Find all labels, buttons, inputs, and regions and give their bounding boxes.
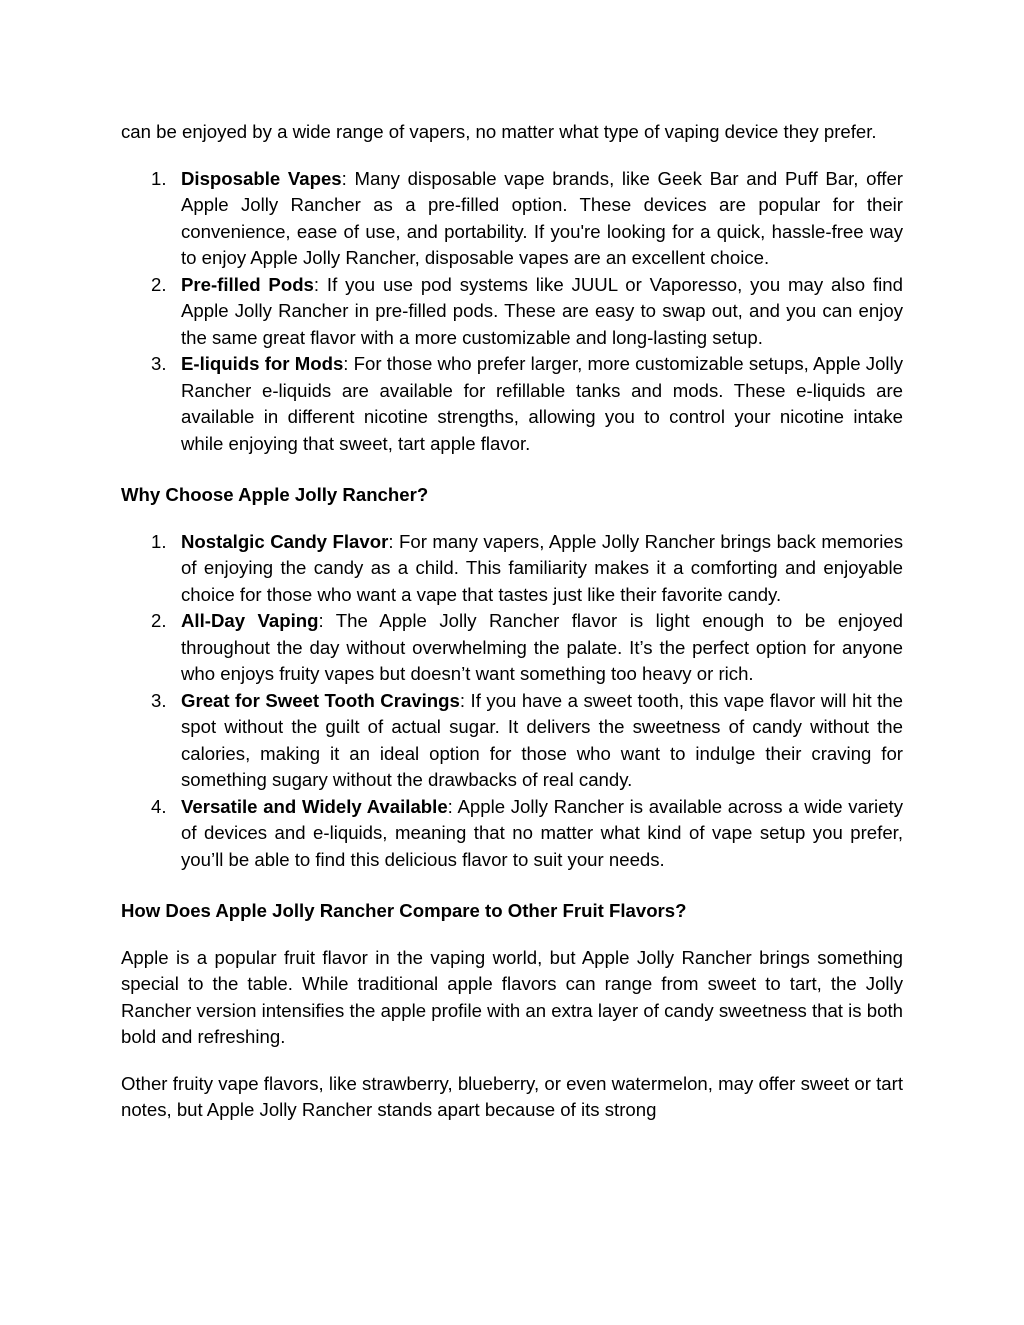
list-item-text: : For those who prefer larger, more customizable setups, Apple Jolly Rancher e-liquids are available for refillable tanks and mods. These e-liquids are available in different nicotine strengths, allowing you to control your nicotine intake while enjoying that sweet, tart apple flavor.	[181, 353, 903, 454]
list-item	[121, 688, 903, 794]
list-item-title: E-liquids for Mods	[181, 353, 344, 374]
list-item-title: Versatile and Widely Available	[181, 795, 448, 817]
list-item-text: : For many vapers, Apple Jolly Rancher brings back memories of enjoying the candy as a child. This familiarity makes it a comforting and enjoyable choice for those who want a vape that tastes just like their favorite candy.	[181, 530, 903, 605]
list-item-text: : Apple Jolly Rancher is available across a wide variety of devices and e-liquids, meaning that no matter what kind of vape setup you prefer, you’ll be able to find this delicious flavor to suit your needs.	[181, 795, 903, 870]
list-number: 3.	[151, 353, 167, 374]
why-list	[121, 529, 903, 874]
list-item	[121, 529, 903, 609]
list-item-title: Nostalgic Candy Flavor	[181, 530, 389, 552]
list-number: 4.	[151, 795, 167, 817]
list-item-title: All-Day Vaping	[181, 610, 319, 631]
device-list	[121, 166, 903, 458]
list-item-text: : Many disposable vape brands, like Geek Bar and Puff Bar, offer Apple Jolly Rancher as a pre-filled option. These devices are popular for their convenience, ease of use, and portability. If you're looking for a quick, hassle-free way to enjoy Apple Jolly Rancher, disposable vapes are an excellent choice.	[181, 167, 903, 268]
list-number: 1.	[151, 167, 167, 189]
intro-continuation-paragraph: can be enjoyed by a wide range of vapers, no matter what type of vaping device they prefer.	[121, 121, 877, 142]
compare-paragraph: Other fruity vape flavors, like strawberry, blueberry, or even watermelon, may offer sweet or tart notes, but Apple Jolly Rancher stands apart because of its strong	[121, 1072, 903, 1120]
list-item-text: : The Apple Jolly Rancher flavor is light enough to be enjoyed throughout the day without overwhelming the palate. It’s the perfect option for anyone who enjoys fruity vapes but doesn’t want something too heavy or rich.	[181, 610, 903, 684]
list-item-title: Great for Sweet Tooth Cravings	[181, 689, 460, 711]
section-heading-why: Why Choose Apple Jolly Rancher?	[121, 484, 429, 505]
section-heading-compare: How Does Apple Jolly Rancher Compare to Other Fruit Flavors?	[121, 900, 687, 921]
list-number: 3.	[151, 689, 167, 711]
list-item	[121, 166, 903, 272]
list-item-title: Pre-filled Pods	[181, 273, 314, 295]
compare-paragraph: Apple is a popular fruit flavor in the vaping world, but Apple Jolly Rancher brings something special to the table. While traditional apple flavors can range from sweet to tart, the Jolly Rancher version intensifies the apple profile with an extra layer of candy sweetness that is both bold and refreshing.	[121, 946, 903, 1047]
list-number: 2.	[151, 610, 167, 631]
list-item-text: : If you have a sweet tooth, this vape flavor will hit the spot without the guilt of actual sugar. It delivers the sweetness of candy without the calories, making it an ideal option for those who want to indulge their craving for something sugary without the drawbacks of real candy.	[181, 689, 903, 790]
list-number: 1.	[151, 530, 167, 552]
list-number: 2.	[151, 273, 167, 295]
list-item	[121, 351, 903, 457]
list-item-title: Disposable Vapes	[181, 167, 342, 189]
list-item-text: : If you use pod systems like JUUL or Vaporesso, you may also find Apple Jolly Rancher in pre-filled pods. These are easy to swap out, and you can enjoy the same great flavor with a more customizable and long-lasting setup.	[181, 273, 903, 348]
list-item	[121, 608, 903, 688]
list-item	[121, 794, 903, 874]
document-page	[121, 119, 903, 1124]
list-item	[121, 272, 903, 352]
